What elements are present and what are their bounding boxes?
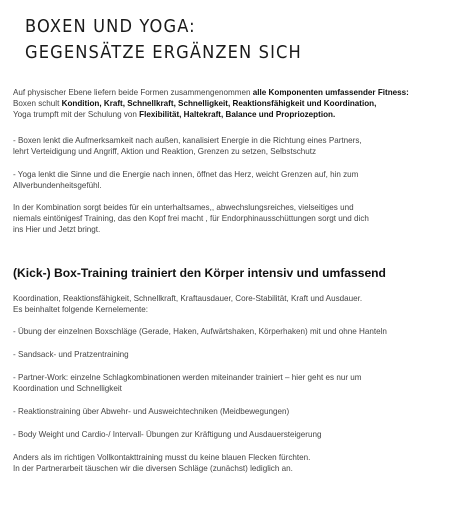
list-item: - Partner-Work: einzelne Schlagkombinationen werden miteinander trainiert – hier geht es nur um Koordination und Schnelligkeit <box>13 373 362 393</box>
title-line-1: BOXEN UND YOGA: <box>25 17 196 37</box>
yoga-focus-paragraph: - Yoga lenkt die Sinne und die Energie nach innen, öffnet das Herz, weicht Grenzen auf, hin zum Allverbundenheitsgefühl. <box>13 170 359 190</box>
intro-line-2: Boxen schult Kondition, Kraft, Schnellkraft, Schnelligkeit, Reaktionsfähigkeit und Koordination, <box>13 99 377 108</box>
boxing-focus-paragraph: - Boxen lenkt die Aufmerksamkeit nach außen, kanalisiert Energie in die Richtung eines Partners, lehrt Verteidigung und Angriff, Aktion und Reaktion, Grenzen zu setzen, Selbstschutz <box>13 136 362 156</box>
list-item: - Body Weight und Cardio-/ Intervall- Übungen zur Kräftigung und Ausdauersteigerung <box>13 430 322 439</box>
intro-emphasis-2: Kondition, Kraft, Schnellkraft, Schnelligkeit, Reaktionsfähigkeit und Koordination, <box>61 99 377 108</box>
intro-line-1: Auf physischer Ebene liefern beide Formen zusammengenommen alle Komponenten umfassender Fitness: <box>13 88 409 97</box>
page-title <box>25 14 302 66</box>
list-item: - Sandsack- und Pratzentraining <box>13 350 129 359</box>
intro-paragraph <box>13 87 469 120</box>
title-line-2: GEGENSÄTZE ERGÄNZEN SICH <box>25 43 302 63</box>
intro-line-3: Yoga trumpft mit der Schulung von Flexibilität, Haltekraft, Balance und Propriozeption. <box>13 110 336 119</box>
closing-paragraph: Anders als im richtigen Vollkontakttraining musst du keine blauen Flecken fürchten. In der Partnerarbeit täuschen wir die diversen Schläge (zunächst) lediglich an. <box>13 453 311 473</box>
list-item: - Übung der einzelnen Boxschläge (Gerade, Haken, Aufwärtshaken, Körperhaken) mit und ohne Hanteln <box>13 327 387 336</box>
combination-paragraph: In der Kombination sorgt beides für ein unterhaltsames,, abwechslungsreiches, vielseitiges und niemals eintönigesf Training, das den Kopf frei macht , für Endorphinausschüttungen sorgt und dich ins Hier und Jetzt bringt. <box>13 203 369 234</box>
list-item: - Reaktionstraining über Abwehr- und Ausweichtechniken (Meidbewegungen) <box>13 407 290 416</box>
section-heading: (Kick-) Box-Training trainiert den Körper intensiv und umfassend <box>13 266 386 280</box>
section-intro-paragraph: Koordination, Reaktionsfähigkeit, Schnellkraft, Kraftausdauer, Core-Stabilität, Kraft und Ausdauer. Es beinhaltet folgende Kernelemente: <box>13 294 363 314</box>
intro-emphasis-3: Flexibilität, Haltekraft, Balance und Propriozeption. <box>139 110 336 119</box>
intro-emphasis-1: alle Komponenten umfassender Fitness: <box>252 88 409 97</box>
